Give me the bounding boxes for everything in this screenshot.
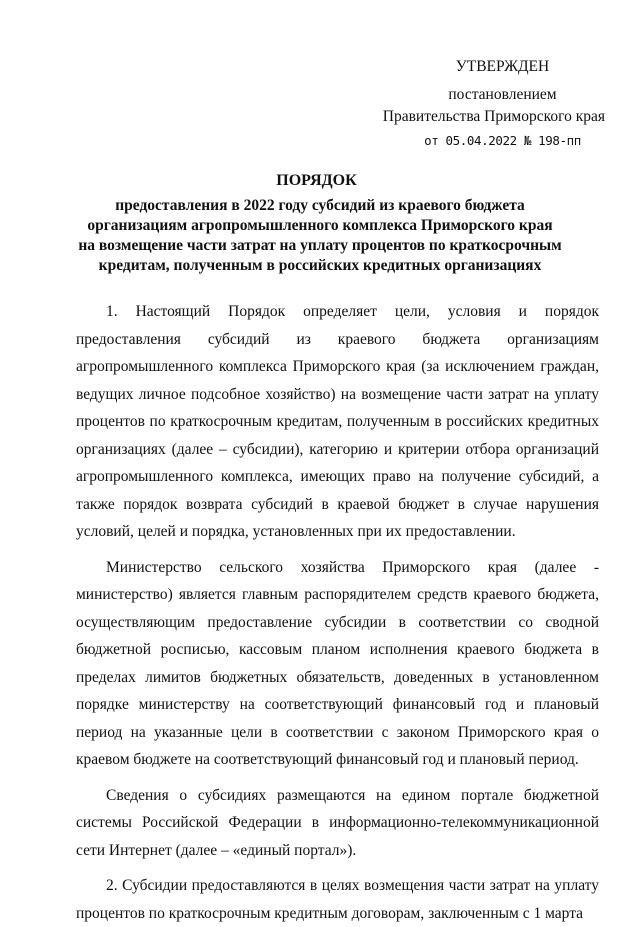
- paragraph: Министерство сельского хозяйства Приморского края (далее - министерство) является главным распорядителем средств краевого бюджета, осуществляющим предоставление субсидии в соответствии со сводной бюджетной росписью, кассовым планом исполнения краевого бюджета в пределах лимитов бюджетных обязательств, доведенных в установленном порядке министерству на соответствующий финансовый год и плановый период на указанные цели в соответствии с законом Приморского края о краевом бюджете на соответствующий финансовый год и плановый период.: [76, 558, 599, 768]
- subtitle-line: на возмещение части затрат на уплату процентов по краткосрочным: [78, 237, 562, 254]
- subtitle-line: предоставления в 2022 году субсидий из краевого бюджета: [115, 197, 525, 214]
- approval-line-2: Правительства Приморского края: [382, 108, 605, 125]
- approval-heading: УТВЕРЖДЕН: [455, 58, 550, 75]
- paragraph: 1. Настоящий Порядок определяет цели, условия и порядок предоставления субсидий из краевого бюджета организациям агропромышленного комплекса Приморского края (за исключением граждан, ведущих личное подсобное хозяйство) на возмещение части затрат на уплату процентов по краткосрочным кредитам, полученным в российских кредитных организациях (далее – субсидии), категорию и критерии отбора организаций агропромышленного комплекса, имеющих право на получение субсидий, а также порядок возврата субсидий в краевой бюджет в случае нарушения условий, целей и порядка, установленных при их предоставлении.: [76, 303, 599, 540]
- approval-block: [360, 56, 605, 152]
- approval-line-1: постановлением: [448, 86, 557, 103]
- subtitle-line: кредитам, полученным в российских кредитных организациях: [98, 257, 542, 274]
- paragraph: Сведения о субсидиях размещаются на едином портале бюджетной системы Российской Федерации в информационно-телекоммуникационной сети Интернет (далее – «единый портал»).: [76, 786, 599, 859]
- paragraph: 2. Субсидии предоставляются в целях возмещения части затрат на уплату процентов по краткосрочным кредитным договорам, заключенным с 1 марта: [76, 877, 599, 922]
- document-body: [76, 298, 599, 927]
- document-title: ПОРЯДОК: [276, 172, 357, 189]
- document-subtitle: [60, 196, 580, 276]
- subtitle-line: организациям агропромышленного комплекса Приморского края: [87, 217, 553, 234]
- approval-stamp: от 05.04.2022 № 198-пп: [424, 133, 581, 148]
